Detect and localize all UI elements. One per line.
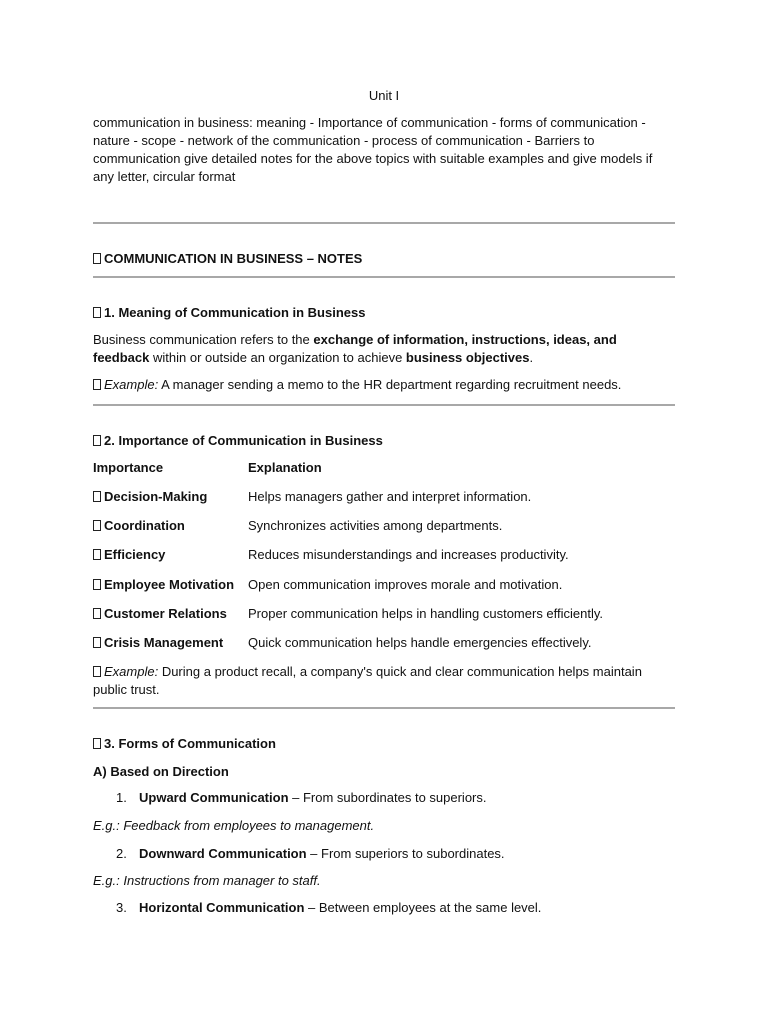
example-text: A manager sending a memo to the HR department regarding recruitment needs. <box>158 377 622 392</box>
section-title: 1. Meaning of Communication in Business <box>104 305 366 320</box>
list-text <box>139 846 505 861</box>
term-text: Crisis Management <box>104 635 224 650</box>
bold-text: Upward Communication <box>139 790 289 805</box>
section-title: 3. Forms of Communication <box>104 736 276 751</box>
section-heading-importance <box>93 433 383 448</box>
document-title: COMMUNICATION IN BUSINESS – NOTES <box>104 251 363 266</box>
missing-glyph-icon <box>93 520 101 531</box>
text-run: Business communication refers to the <box>93 332 314 347</box>
meaning-example <box>93 376 668 394</box>
text-run: – Between employees at the same level. <box>304 900 542 915</box>
divider <box>93 707 675 709</box>
term-text: Customer Relations <box>104 606 227 621</box>
bold-text: Downward Communication <box>139 846 307 861</box>
importance-example <box>93 663 668 699</box>
table-cell-term <box>93 518 185 533</box>
divider <box>93 276 675 278</box>
term-text: Employee Motivation <box>104 577 235 592</box>
table-cell-explanation: Proper communication helps in handling customers efficiently. <box>248 606 604 621</box>
table-cell-term <box>93 489 207 504</box>
bold-text: business objectives <box>405 350 530 365</box>
table-cell-term <box>93 547 165 562</box>
example-line: E.g.: Instructions from manager to staff. <box>93 873 321 888</box>
unit-title: Unit I <box>368 88 400 103</box>
missing-glyph-icon <box>93 379 101 390</box>
missing-glyph-icon <box>93 579 101 590</box>
missing-glyph-icon <box>93 307 101 318</box>
example-text: During a product recall, a company's quick and clear communication helps maintain public trust. <box>93 664 642 697</box>
list-number: 2. <box>116 846 127 861</box>
table-cell-explanation: Reduces misunderstandings and increases productivity. <box>248 547 569 562</box>
section-heading-forms <box>93 736 276 751</box>
subheading-direction: A) Based on Direction <box>93 764 229 779</box>
column-header-explanation: Explanation <box>248 460 322 475</box>
missing-glyph-icon <box>93 435 101 446</box>
table-cell-term <box>93 577 234 592</box>
table-cell-explanation: Open communication improves morale and motivation. <box>248 577 563 592</box>
list-text <box>139 900 541 915</box>
missing-glyph-icon <box>93 491 101 502</box>
table-cell-explanation: Synchronizes activities among departments. <box>248 518 503 533</box>
term-text: Coordination <box>104 518 185 533</box>
column-header-importance: Importance <box>93 460 164 475</box>
divider <box>93 222 675 224</box>
table-cell-term <box>93 635 223 650</box>
text-run: – From subordinates to superiors. <box>288 790 487 805</box>
list-text <box>139 790 487 805</box>
section-heading-meaning <box>93 305 365 320</box>
missing-glyph-icon <box>93 549 101 560</box>
missing-glyph-icon <box>93 608 101 619</box>
text-run: – From superiors to subordinates. <box>306 846 505 861</box>
intro-paragraph: communication in business: meaning - Importance of communication - forms of communication - nature - scope - network of the communication - process of communication - Barriers to communication give detailed notes for the above topics with suitable examples and give models if any letter, circular format <box>93 115 653 184</box>
table-cell-explanation: Helps managers gather and interpret information. <box>248 489 532 504</box>
example-label: Example: <box>104 377 159 392</box>
text-run: . <box>529 350 534 365</box>
missing-glyph-icon <box>93 253 101 264</box>
divider <box>93 404 675 406</box>
bold-text: Horizontal Communication <box>139 900 305 915</box>
term-text: Decision-Making <box>104 489 208 504</box>
table-cell-term <box>93 606 227 621</box>
section-title: 2. Importance of Communication in Business <box>104 433 383 448</box>
term-text: Efficiency <box>104 547 166 562</box>
missing-glyph-icon <box>93 637 101 648</box>
list-number: 1. <box>116 790 127 805</box>
example-line: E.g.: Feedback from employees to management. <box>93 818 375 833</box>
text-run: within or outside an organization to achieve <box>149 350 406 365</box>
meaning-paragraph <box>93 331 668 367</box>
missing-glyph-icon <box>93 666 101 677</box>
example-label: Example: <box>104 664 159 679</box>
document-heading <box>93 251 362 266</box>
bold-text: exchange of information, instructions, ideas, and feedback <box>93 332 617 365</box>
table-cell-explanation: Quick communication helps handle emergencies effectively. <box>248 635 592 650</box>
list-number: 3. <box>116 900 127 915</box>
missing-glyph-icon <box>93 738 101 749</box>
